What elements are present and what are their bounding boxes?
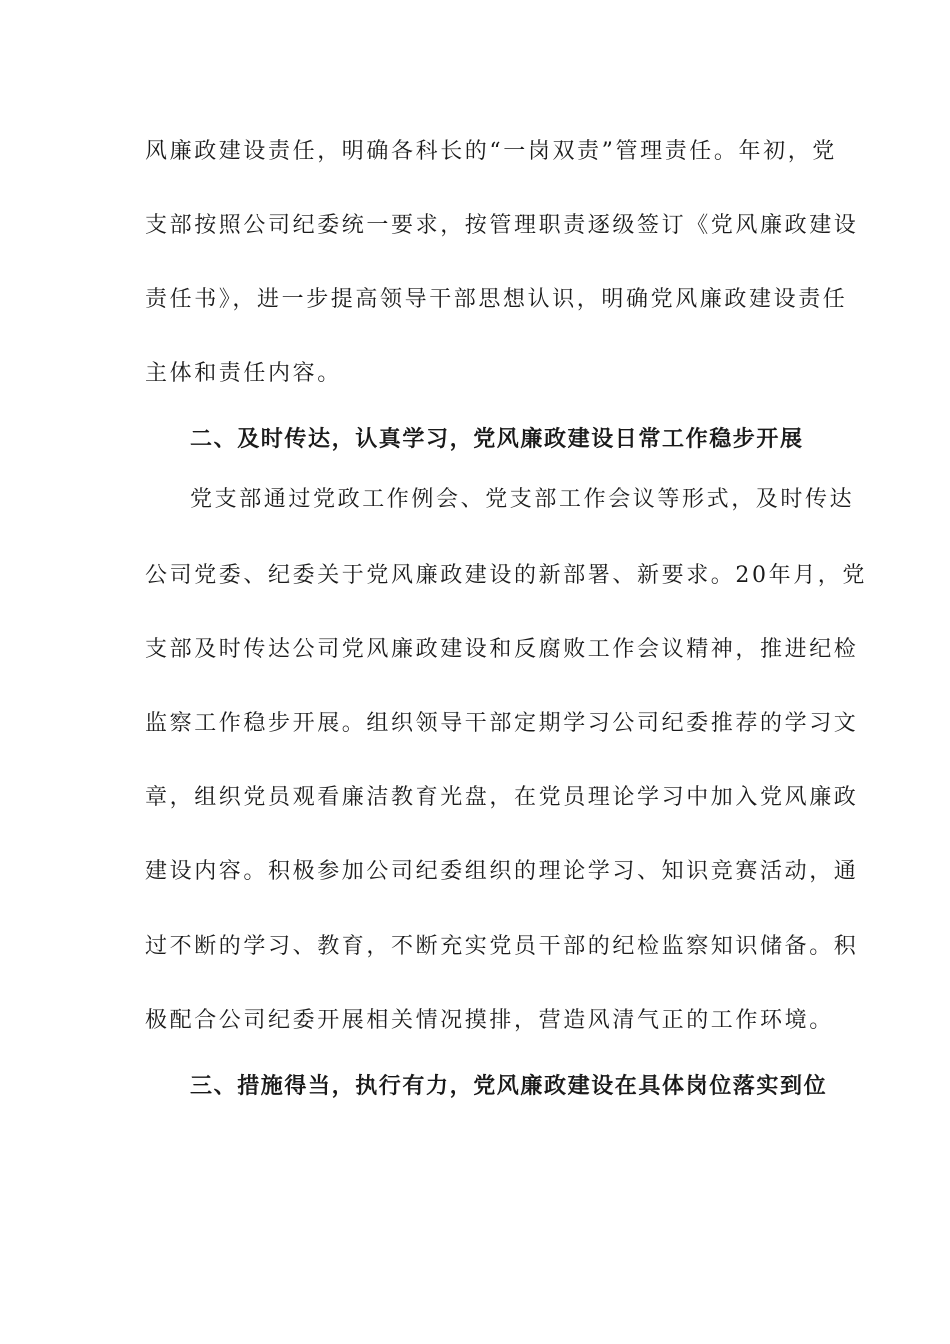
section-heading: 二、及时传达，认真学习，党风廉政建设日常工作稳步开展 bbox=[190, 426, 804, 452]
paragraph-line: 风廉政建设责任，明确各科长的“一岗双责”管理责任。年初，党 bbox=[145, 139, 837, 164]
paragraph-line: 建设内容。积极参加公司纪委组织的理论学习、知识竞赛活动，通 bbox=[145, 859, 859, 884]
paragraph-line: 主体和责任内容。 bbox=[145, 361, 342, 386]
paragraph-line: 党支部通过党政工作例会、党支部工作会议等形式，及时传达 bbox=[190, 487, 855, 512]
paragraph-line: 监察工作稳步开展。组织领导干部定期学习公司纪委推荐的学习文 bbox=[145, 711, 859, 736]
paragraph-line: 极配合公司纪委开展相关情况摸排，营造风清气正的工作环境。 bbox=[145, 1008, 834, 1033]
paragraph-line: 支部及时传达公司党风廉政建设和反腐败工作会议精神，推进纪检 bbox=[145, 637, 859, 662]
paragraph-line: 责任书》，进一步提高领导干部思想认识，明确党风廉政建设责任 bbox=[145, 287, 848, 312]
section-heading: 三、措施得当，执行有力，党风廉政建设在具体岗位落实到位 bbox=[190, 1073, 828, 1099]
paragraph-line: 过不断的学习、教育，不断充实党员干部的纪检监察知识储备。积 bbox=[145, 934, 859, 959]
paragraph-line: 公司党委、纪委关于党风廉政建设的新部署、新要求。20年月，党 bbox=[145, 563, 867, 588]
paragraph-line: 支部按照公司纪委统一要求，按管理职责逐级签订《党风廉政建设 bbox=[145, 213, 859, 238]
paragraph-line: 章，组织党员观看廉洁教育光盘，在党员理论学习中加入党风廉政 bbox=[145, 785, 859, 810]
